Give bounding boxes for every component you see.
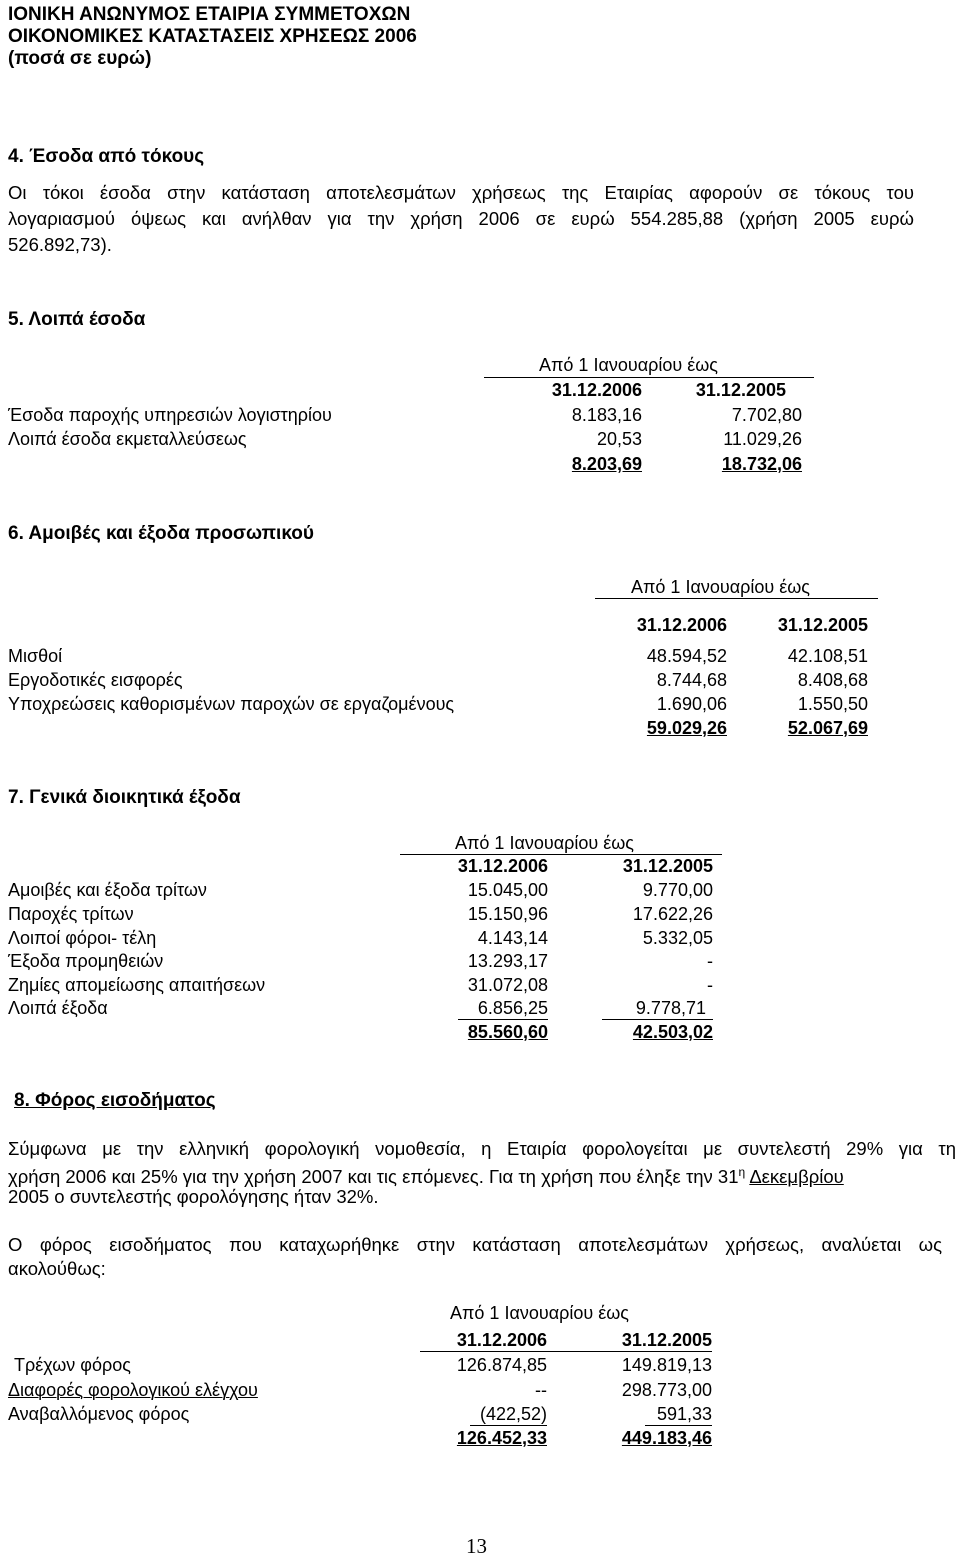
section-6-row-label: Μισθοί [8, 646, 63, 666]
section-8-p2-line-2: ακολούθως: [8, 1258, 106, 1279]
section-7-row-2006: 13.293,17 [467, 951, 548, 971]
section-6-total-2005: 52.067,69 [787, 718, 868, 738]
section-7-row-2005: - [707, 975, 713, 995]
section-7-row-2005: 9.770,00 [642, 880, 713, 900]
section-5-col-2005: 31.12.2005 [695, 380, 786, 400]
section-8-header-rule [420, 1351, 712, 1352]
section-5-total-2006: 8.203,69 [571, 454, 642, 474]
section-8-row-label [8, 1380, 258, 1401]
section-6-period: Από 1 Ιανουαρίου έως [631, 577, 810, 597]
section-7-row-2005: 17.622,26 [632, 904, 713, 924]
section-8-row-2005: 149.819,13 [621, 1355, 712, 1375]
section-8-title: 8. Φόρος εισοδήματος [14, 1090, 216, 1111]
section-7-total-2006: 85.560,60 [467, 1022, 548, 1042]
section-4-line-3: 526.892,73). [8, 234, 112, 255]
section-7-row-label: Ζημίες απομείωσης απαιτήσεων [8, 975, 266, 995]
section-8-row-2006: (422,52) [479, 1404, 547, 1424]
company-name: ΙΟΝΙΚΗ ΑΝΩΝΥΜΟΣ ΕΤΑΙΡΙΑ ΣΥΜΜΕΤΟΧΩΝ [8, 4, 411, 25]
section-4-title: 4. Έσοδα από τόκους [8, 146, 205, 167]
section-8-row-label: Αναβαλλόμενος φόρος [8, 1404, 190, 1424]
section-4-line-1: Οι τόκοι έσοδα στην κατάσταση αποτελεσμάτων χρήσεως της Εταιρίας αφορούν σε τόκους του [8, 182, 914, 203]
section-5-row-2006: 20,53 [596, 429, 642, 449]
section-6-row-2005: 1.550,50 [797, 694, 868, 714]
section-8-row-2005: 591,33 [656, 1404, 712, 1424]
section-6-col-2006: 31.12.2006 [636, 615, 727, 635]
section-7-row-label: Παροχές τρίτων [8, 904, 134, 924]
section-5-period-rule [484, 377, 814, 378]
page-number: 13 [466, 1534, 487, 1558]
section-7-row-2006: 15.150,96 [467, 904, 548, 924]
section-7-row-label: Έξοδα προμηθειών [8, 951, 164, 971]
section-8-row-2005: 298.773,00 [621, 1380, 712, 1400]
section-6-row-2006: 48.594,52 [646, 646, 727, 666]
section-5-row-label: Λοιπά έσοδα εκμεταλλεύσεως [8, 429, 247, 449]
section-8-subtotal-rule-2005 [645, 1425, 712, 1426]
section-5-title: 5. Λοιπά έσοδα [8, 309, 146, 330]
section-7-row-2006: 4.143,14 [477, 928, 548, 948]
section-5-period: Από 1 Ιανουαρίου έως [539, 355, 718, 375]
section-6-total-2006: 59.029,26 [646, 718, 727, 738]
section-6-row-2006: 8.744,68 [656, 670, 727, 690]
section-7-total-2005: 42.503,02 [632, 1022, 713, 1042]
section-6-row-2006: 1.690,06 [656, 694, 727, 714]
section-8-col-2006: 31.12.2006 [456, 1330, 547, 1350]
section-7-row-2006: 15.045,00 [467, 880, 548, 900]
statements-title: ΟΙΚΟΝΟΜΙΚΕΣ ΚΑΤΑΣΤΑΣΕΙΣ ΧΡΗΣΕΩΣ 2006 [8, 26, 417, 47]
section-7-title: 7. Γενικά διοικητικά έξοδα [8, 787, 241, 808]
section-7-subtotal-rule-2005 [602, 1019, 713, 1020]
section-8-row-2006: -- [535, 1380, 547, 1400]
section-4-line-2: λογαριασμού όψεως και ανήλθαν για την χρήση 2006 σε ευρώ 554.285,88 (χρήση 2005 ευρώ [8, 208, 914, 229]
section-7-row-label: Αμοιβές και έξοδα τρίτων [8, 880, 207, 900]
section-8-p1-line-1: Σύμφωνα με την ελληνική φορολογική νομοθεσία, η Εταιρία φορολογείται με συντελεστή 29% για τη [8, 1138, 956, 1159]
section-8-total-2006: 126.452,33 [456, 1428, 547, 1448]
section-6-row-2005: 8.408,68 [797, 670, 868, 690]
currency-note: (ποσά σε ευρώ) [8, 48, 152, 69]
section-7-period: Από 1 Ιανουαρίου έως [455, 833, 634, 853]
section-8-month: Δεκεμβρίου [749, 1166, 844, 1188]
section-5-row-2005: 7.702,80 [731, 405, 802, 425]
section-7-row-label: Λοιποί φόροι- τέλη [8, 928, 157, 948]
section-7-col-2006: 31.12.2006 [457, 856, 548, 876]
section-8-row-label: Τρέχων φόρος [14, 1355, 131, 1375]
section-7-row-2005: 9.778,71 [635, 998, 706, 1018]
section-7-row-2005: 5.332,05 [642, 928, 713, 948]
section-7-row-label: Λοιπά έξοδα [8, 998, 108, 1018]
section-5-row-2005: 11.029,26 [723, 429, 802, 449]
section-5-row-label: Έσοδα παροχής υπηρεσιών λογιστηρίου [8, 405, 332, 425]
section-8-total-2005: 449.183,46 [621, 1428, 712, 1448]
section-8-p1-line-2-text: χρήση 2006 και 25% για την χρήση 2007 και τις επόμενες. Για τη χρήση που έληξε την 31 [8, 1166, 739, 1188]
section-8-subtotal-rule-2006 [470, 1425, 547, 1426]
section-6-title: 6. Αμοιβές και έξοδα προσωπικού [8, 523, 314, 544]
section-7-row-2005: - [707, 951, 713, 971]
section-7-row-2006: 31.072,08 [467, 975, 548, 995]
section-8-row-label-text: Διαφορές φορολογικού ελέγχου [8, 1380, 258, 1400]
section-6-period-rule [595, 598, 878, 599]
section-5-row-2006: 8.183,16 [571, 405, 642, 425]
section-8-col-2005: 31.12.2005 [621, 1330, 712, 1350]
section-5-col-2006: 31.12.2006 [551, 380, 642, 400]
section-7-subtotal-rule-2006 [458, 1019, 548, 1020]
section-7-col-2005: 31.12.2005 [622, 856, 713, 876]
section-8-period: Από 1 Ιανουαρίου έως [450, 1303, 629, 1323]
section-6-row-label: Εργοδοτικές εισφορές [8, 670, 183, 690]
section-8-row-2006: 126.874,85 [456, 1355, 547, 1375]
section-8-p1-line-3: 2005 ο συντελεστής φορολόγησης ήταν 32%. [8, 1186, 379, 1207]
section-7-row-2006: 6.856,25 [477, 998, 548, 1018]
section-6-col-2005: 31.12.2005 [777, 615, 868, 635]
section-5-total-2005: 18.732,06 [721, 454, 802, 474]
section-8-p2-line-1: Ο φόρος εισοδήματος που καταχωρήθηκε στην κατάσταση αποτελεσμάτων χρήσεως, αναλύεται ως [8, 1234, 942, 1255]
section-6-row-label: Υποχρεώσεις καθορισμένων παροχών σε εργαζομένους [8, 694, 455, 714]
section-6-row-2005: 42.108,51 [787, 646, 868, 666]
section-8-superscript: η [738, 1165, 746, 1179]
section-7-period-rule [400, 854, 722, 855]
